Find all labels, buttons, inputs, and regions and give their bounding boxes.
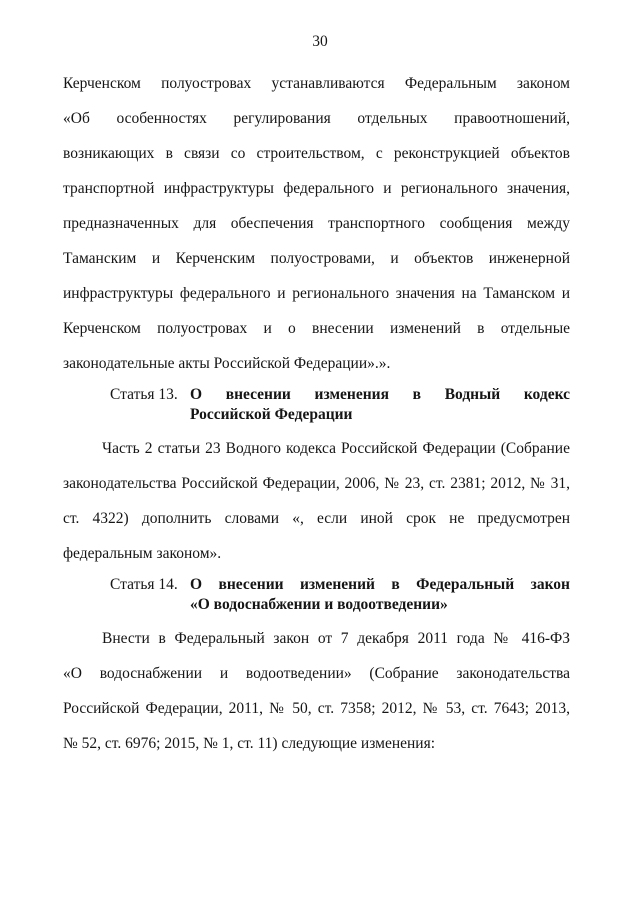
paragraph-article-13-text (63, 431, 570, 571)
article-14-heading (110, 575, 570, 615)
body-line: Российской Федерации, 2011, № 50, ст. 7358; 2012, № 53, ст. 7643; 2013, (63, 700, 570, 717)
article-13-title (190, 385, 570, 425)
body-line: Часть 2 статьи 23 Водного кодекса Российской Федерации (Собрание (102, 440, 570, 457)
article-title-line: О внесении изменений в Федеральный закон (190, 576, 570, 593)
body-line: предназначенных для обеспечения транспортного сообщения между (63, 215, 570, 232)
article-title-line: О внесении изменения в Водный кодекс (190, 386, 570, 403)
body-line: законодательные акты Российской Федерации».». (63, 355, 391, 372)
body-line: законодательства Российской Федерации, 2006, № 23, ст. 2381; 2012, № 31, (63, 475, 570, 492)
article-13-number: Статья 13. (110, 386, 178, 403)
body-line: Таманским и Керченским полуостровами, и объектов инженерной (63, 250, 570, 267)
paragraph-article-14-text (63, 621, 570, 761)
body-line: Керченском полуостровах и о внесении изменений в отдельные (63, 320, 570, 337)
body-line: «Об особенностях регулирования отдельных правоотношений, (63, 110, 570, 127)
body-line: федеральным законом». (63, 545, 222, 562)
article-title-line: Российской Федерации (190, 406, 353, 423)
document-body (0, 66, 640, 761)
article-13-heading (110, 385, 570, 425)
body-line: № 52, ст. 6976; 2015, № 1, ст. 11) следующие изменения: (63, 735, 436, 752)
article-14-title (190, 575, 570, 615)
page-number: 30 (312, 33, 328, 50)
body-line: Внести в Федеральный закон от 7 декабря 2011 года № 416-ФЗ (102, 630, 570, 647)
body-line: транспортной инфраструктуры федерального и регионального значения, (63, 180, 570, 197)
article-14-number: Статья 14. (110, 576, 178, 593)
body-line: инфраструктуры федерального и регионального значения на Таманском и (63, 285, 570, 302)
paragraph-continuation (63, 66, 570, 381)
article-title-line: «О водоснабжении и водоотведении» (190, 596, 448, 613)
body-line: «О водоснабжении и водоотведении» (Собрание законодательства (63, 665, 570, 682)
body-line: ст. 4322) дополнить словами «, если иной срок не предусмотрен (63, 510, 570, 527)
body-line: возникающих в связи со строительством, с реконструкцией объектов (63, 145, 570, 162)
body-line: Керченском полуостровах устанавливаются Федеральным законом (63, 75, 570, 92)
